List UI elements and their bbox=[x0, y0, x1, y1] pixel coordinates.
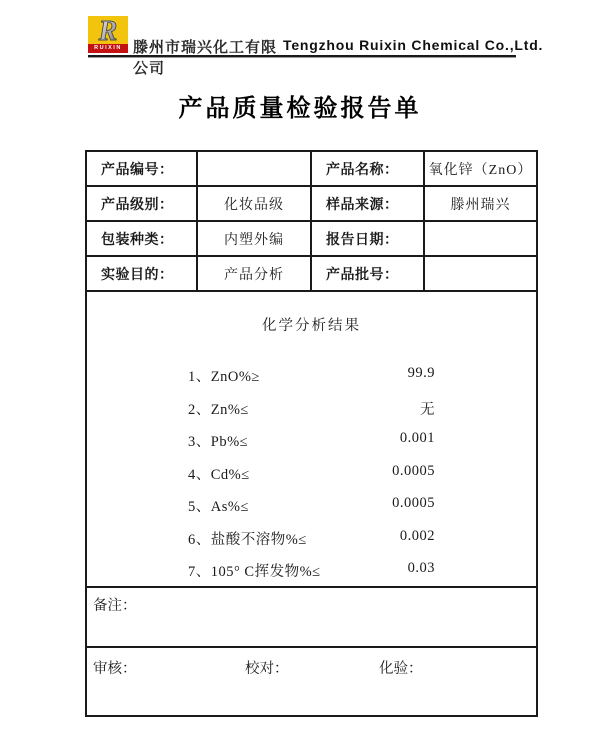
package-type-label: 包装种类： bbox=[87, 222, 198, 255]
product-grade-label: 产品级别： bbox=[87, 187, 198, 220]
analysis-item-value: 0.001 bbox=[399, 430, 435, 446]
analysis-item bbox=[87, 552, 536, 585]
table-row bbox=[87, 222, 536, 257]
assay-label: 化验： bbox=[379, 661, 423, 677]
remark-label: 备注： bbox=[93, 598, 137, 614]
analysis-item bbox=[87, 390, 536, 423]
analysis-item bbox=[87, 455, 536, 488]
signature-row bbox=[87, 648, 536, 711]
company-name-en: Tengzhou Ruixin Chemical Co.,Ltd. bbox=[283, 37, 544, 53]
analysis-item-label: 2、Zn%≤ bbox=[188, 401, 249, 418]
logo-brand-text: RUIXIN bbox=[88, 44, 128, 53]
analysis-item-value: 无 bbox=[420, 401, 435, 418]
batch-no-label: 产品批号： bbox=[312, 257, 425, 290]
analysis-item-value: 0.0005 bbox=[392, 495, 435, 511]
proofread-label: 校对： bbox=[245, 661, 289, 677]
product-name-label: 产品名称： bbox=[312, 152, 425, 185]
ruixin-logo bbox=[88, 16, 128, 53]
analysis-item-label: 1、ZnO%≥ bbox=[188, 369, 260, 385]
analysis-heading: 化学分析结果 bbox=[262, 318, 361, 334]
analysis-item bbox=[87, 487, 536, 520]
page-title: 产品质量检验报告单 bbox=[178, 95, 422, 122]
report-date-label: 报告日期： bbox=[312, 222, 425, 255]
analysis-item-value: 99.9 bbox=[407, 365, 435, 381]
header-divider bbox=[88, 55, 516, 58]
table-row bbox=[87, 187, 536, 222]
table-row bbox=[87, 257, 536, 292]
analysis-item-value: 0.002 bbox=[399, 527, 435, 544]
analysis-item-label: 4、Cd%≤ bbox=[188, 466, 250, 483]
analysis-item-label: 7、105° C挥发物%≤ bbox=[188, 564, 321, 580]
sample-source-value: 滕州瑞兴 bbox=[450, 197, 511, 213]
remark-row bbox=[87, 588, 536, 648]
product-no-label: 产品编号： bbox=[87, 152, 198, 185]
review-label: 审核： bbox=[93, 661, 137, 677]
package-type-value: 内塑外编 bbox=[198, 222, 312, 255]
report-date-value bbox=[425, 222, 536, 255]
analysis-section bbox=[87, 292, 536, 588]
analysis-list bbox=[87, 357, 536, 585]
report-table bbox=[85, 150, 538, 717]
analysis-item-value: 0.03 bbox=[407, 560, 435, 576]
analysis-item bbox=[87, 422, 536, 455]
batch-no-value bbox=[425, 257, 536, 290]
analysis-item-value: 0.0005 bbox=[392, 462, 435, 479]
analysis-item bbox=[87, 520, 536, 553]
analysis-item-label: 3、Pb%≤ bbox=[188, 434, 249, 450]
test-purpose-label: 实验目的： bbox=[87, 257, 198, 290]
product-name-value: 氧化锌（ZnO） bbox=[428, 162, 533, 178]
table-row bbox=[87, 152, 536, 187]
product-no-value bbox=[198, 152, 312, 185]
logo-r-icon bbox=[88, 16, 128, 44]
logo-letter: R bbox=[98, 16, 118, 44]
test-purpose-value: 产品分析 bbox=[198, 257, 312, 290]
analysis-item-label: 6、盐酸不溶物%≤ bbox=[188, 531, 307, 548]
company-name-cn: 滕州市瑞兴化工有限公司 bbox=[133, 40, 278, 77]
sample-source-label: 样品来源： bbox=[312, 187, 425, 220]
analysis-item-label: 5、As%≤ bbox=[188, 499, 249, 515]
analysis-item bbox=[87, 357, 536, 390]
product-grade-value: 化妆品级 bbox=[198, 187, 312, 220]
